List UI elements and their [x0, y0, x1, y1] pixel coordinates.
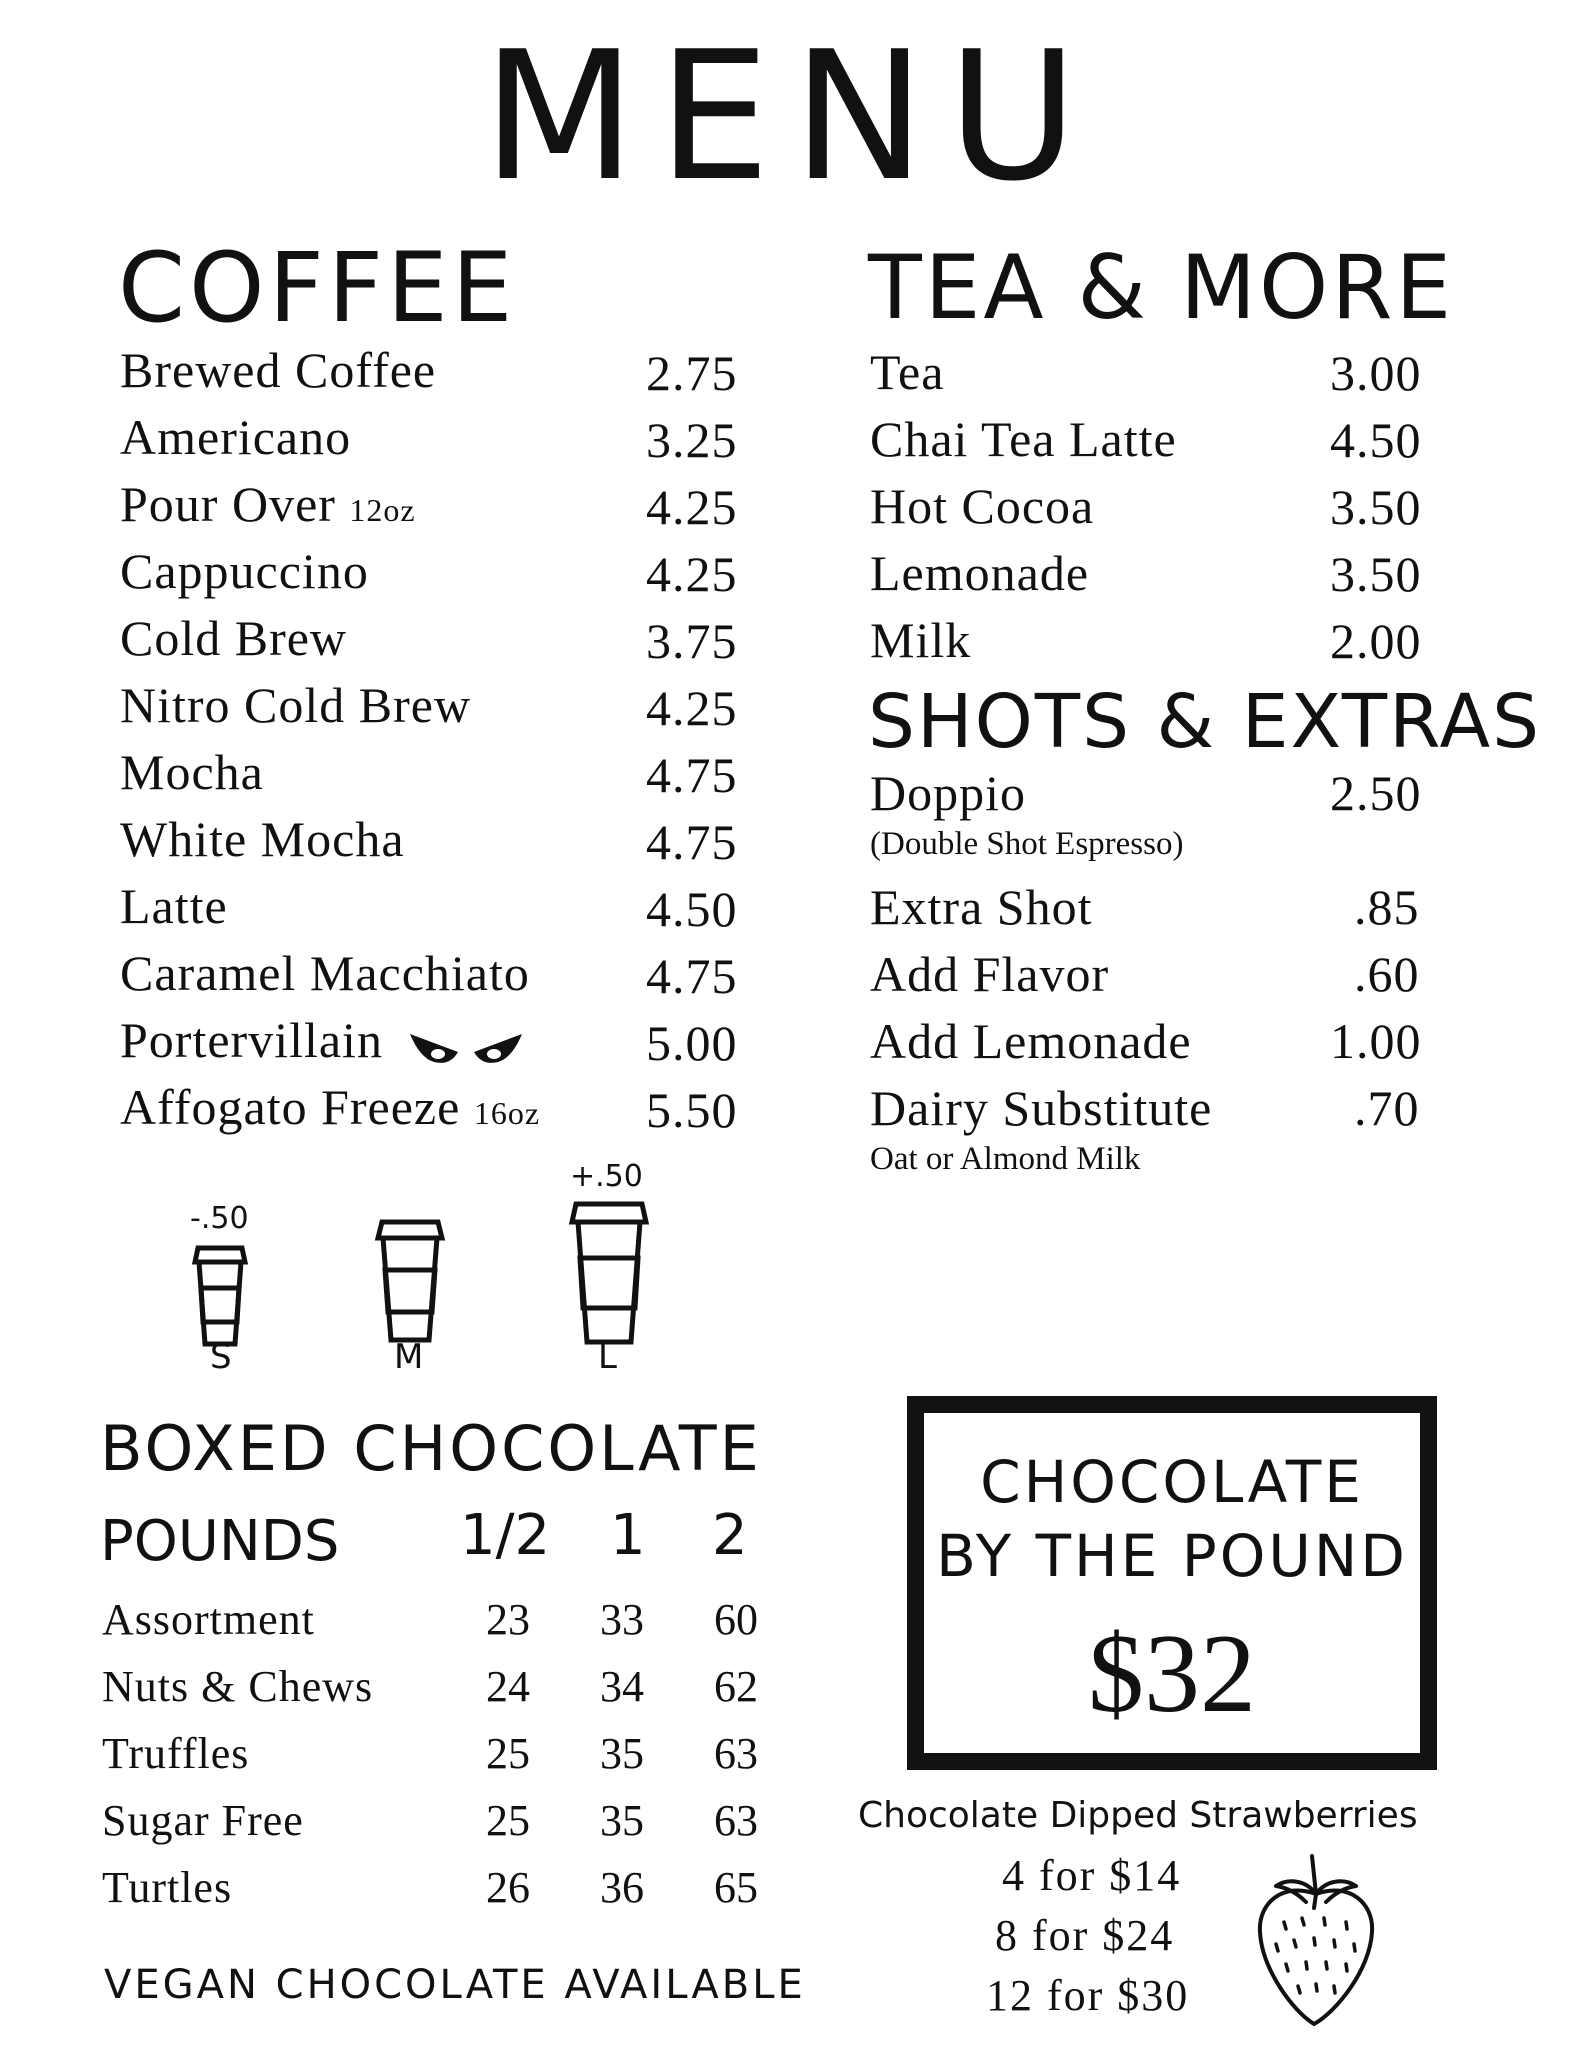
pound-box-line2: BY THE POUND [936, 1522, 1408, 1590]
pound-box-line1: CHOCOLATE [980, 1448, 1364, 1516]
shots-price: .70 [1354, 1080, 1420, 1136]
table-cell: 65 [714, 1863, 758, 1912]
coffee-item [120, 543, 369, 599]
coffee-price: 4.25 [646, 680, 738, 736]
table-cell: 25 [486, 1796, 530, 1845]
coffee-item [120, 744, 264, 800]
coffee-price: 2.75 [646, 345, 738, 401]
item-name: Pour Over [120, 476, 336, 532]
boxed-heading: BOXED CHOCOLATE [100, 1412, 762, 1485]
coffee-price: 4.75 [646, 948, 738, 1004]
coffee-price: 4.50 [646, 881, 738, 937]
table-cell: 24 [486, 1662, 530, 1711]
table-row-name: Sugar Free [102, 1796, 304, 1845]
menu-title: MENU [482, 13, 1100, 220]
item-name: Cold Brew [120, 610, 348, 666]
table-cell: 36 [600, 1863, 644, 1912]
coffee-item [120, 409, 352, 465]
tea-price: 2.00 [1330, 613, 1422, 669]
table-cell: 35 [600, 1796, 644, 1845]
table-cell: 26 [486, 1863, 530, 1912]
strawberry-deal: 12 for $30 [986, 1971, 1190, 2020]
item-name: Affogato Freeze [120, 1079, 461, 1135]
table-row-name: Truffles [102, 1729, 250, 1778]
pounds-label: POUNDS [100, 1509, 340, 1574]
table-cell: 63 [714, 1796, 758, 1845]
shots-price: 1.00 [1330, 1013, 1422, 1069]
item-name: Caramel Macchiato [120, 945, 530, 1001]
coffee-item [120, 1079, 541, 1135]
shots-item: Add Lemonade [870, 1013, 1192, 1069]
shots-price: 2.50 [1330, 765, 1422, 821]
table-cell: 60 [714, 1595, 758, 1644]
strawberry-title: Chocolate Dipped Strawberries [858, 1795, 1418, 1836]
item-name: Brewed Coffee [120, 342, 437, 398]
coffee-item [120, 1012, 526, 1068]
coffee-price: 4.75 [646, 747, 738, 803]
item-name: Portervillain [120, 1012, 383, 1068]
table-cell: 23 [486, 1595, 530, 1644]
table-cell: 62 [714, 1662, 758, 1711]
cup-medium-icon [372, 1218, 448, 1344]
tea-item: Lemonade [870, 545, 1090, 601]
table-row-name: Assortment [102, 1595, 315, 1644]
chocolate-by-pound-box [907, 1396, 1437, 1770]
tea-item: Milk [870, 612, 972, 668]
coffee-price: 3.25 [646, 412, 738, 468]
coffee-item [120, 342, 437, 398]
coffee-price: 4.25 [646, 479, 738, 535]
shots-item: Dairy Substitute [870, 1080, 1213, 1136]
tea-price: 3.50 [1330, 546, 1422, 602]
tea-item: Tea [870, 344, 945, 400]
size-label-large: L [598, 1337, 617, 1377]
shots-heading: SHOTS & EXTRAS [868, 679, 1542, 765]
item-name: Latte [120, 878, 228, 934]
table-row-name: Nuts & Chews [102, 1662, 374, 1711]
coffee-item [120, 610, 348, 666]
table-cell: 25 [486, 1729, 530, 1778]
shots-item-note: (Double Shot Espresso) [870, 826, 1184, 862]
size-modifier-large: +.50 [570, 1159, 643, 1194]
coffee-item [120, 677, 472, 733]
item-name: Americano [120, 409, 352, 465]
coffee-price: 5.50 [646, 1082, 738, 1138]
item-size: 16oz [473, 1095, 541, 1131]
item-name: Nitro Cold Brew [120, 677, 472, 733]
shots-item: Add Flavor [870, 946, 1110, 1002]
table-cell: 63 [714, 1729, 758, 1778]
villain-eyes-icon [406, 1026, 526, 1066]
tea-price: 4.50 [1330, 412, 1422, 468]
item-size: 12oz [349, 492, 416, 528]
cup-small-icon [190, 1244, 250, 1348]
shots-item: Doppio [870, 765, 1026, 821]
size-label-small: S [210, 1337, 232, 1377]
cup-large-icon [566, 1200, 652, 1346]
pound-box-price: $32 [1088, 1612, 1256, 1736]
vegan-note: VEGAN CHOCOLATE AVAILABLE [104, 1962, 806, 2008]
tea-item: Hot Cocoa [870, 478, 1095, 534]
coffee-price: 5.00 [646, 1015, 738, 1071]
tea-item: Chai Tea Latte [870, 411, 1177, 467]
item-name: White Mocha [120, 811, 405, 867]
size-modifier-small: -.50 [190, 1201, 249, 1236]
column-half-pound: 1/2 [460, 1503, 551, 1568]
coffee-price: 3.75 [646, 613, 738, 669]
shots-price: .85 [1354, 879, 1420, 935]
shots-item: Extra Shot [870, 879, 1093, 935]
coffee-item [120, 811, 405, 867]
column-one-pound: 1 [610, 1503, 646, 1568]
column-two-pound: 2 [712, 1503, 748, 1568]
tea-heading: TEA & MORE [868, 236, 1455, 339]
table-row-name: Turtles [102, 1863, 233, 1912]
shots-price: .60 [1354, 946, 1420, 1002]
table-cell: 33 [600, 1595, 644, 1644]
item-name: Mocha [120, 744, 264, 800]
tea-price: 3.50 [1330, 479, 1422, 535]
strawberry-icon [1254, 1852, 1378, 2037]
size-label-medium: M [394, 1337, 424, 1377]
coffee-price: 4.75 [646, 814, 738, 870]
table-cell: 34 [600, 1662, 644, 1711]
coffee-heading: COFFEE [118, 232, 517, 344]
item-name: Cappuccino [120, 543, 369, 599]
strawberry-deal: 4 for $14 [1002, 1851, 1182, 1900]
coffee-item [120, 945, 530, 1001]
coffee-item [120, 476, 416, 532]
table-cell: 35 [600, 1729, 644, 1778]
tea-price: 3.00 [1330, 345, 1422, 401]
strawberry-deal: 8 for $24 [995, 1911, 1175, 1960]
coffee-price: 4.25 [646, 546, 738, 602]
coffee-item [120, 878, 228, 934]
shots-item-note: Oat or Almond Milk [870, 1141, 1141, 1177]
